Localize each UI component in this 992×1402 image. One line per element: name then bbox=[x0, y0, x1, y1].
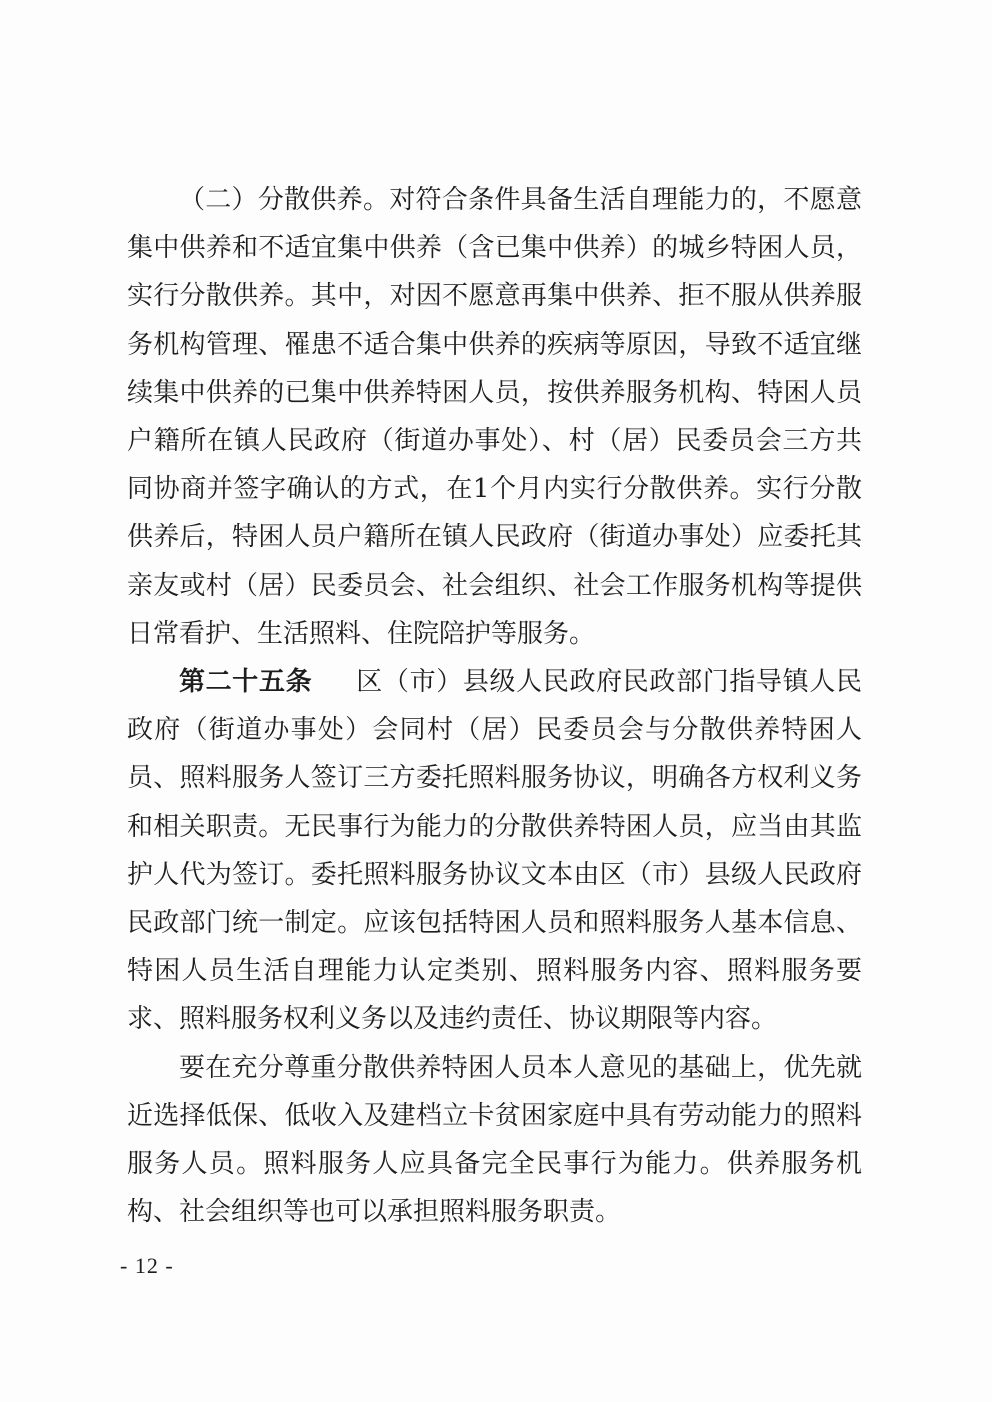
article-number: 第二十五条 bbox=[179, 667, 313, 698]
paragraph-dispersed-support bbox=[127, 176, 862, 658]
paragraph-caregiver-selection bbox=[127, 1044, 862, 1237]
paragraph-text: （二）分散供养。对符合条件具备生活自理能力的，不愿意集中供养和不适宜集中供养（含已集中供养）的城乡特困人员，实行分散供养。其中，对因不愿意再集中供养、拒不服从供养服务机构管理、罹患不适合集中供养的疾病等原因，导致不适宜继续集中供养的已集中供养特困人员，按供养服务机构、特困人员户籍所在镇人民政府（街道办事处）、村（居）民委员会三方共同协商并签字确认的方式，在1个月内实行分散供养。实行分散供养后，特困人员户籍所在镇人民政府（街道办事处）应委托其亲友或村（居）民委员会、社会组织、社会工作服务机构等提供日常看护、生活照料、住院陪护等服务。 bbox=[127, 185, 862, 649]
paragraph-text: 要在充分尊重分散供养特困人员本人意见的基础上，优先就近选择低保、低收入及建档立卡贫困家庭中具有劳动能力的照料服务人员。照料服务人应具备完全民事行为能力。供养服务机构、社会组织等也可以承担照料服务职责。 bbox=[127, 1052, 862, 1228]
page-number: - 12 - bbox=[120, 1253, 174, 1278]
document-body bbox=[127, 176, 862, 1236]
paragraph-article-25 bbox=[127, 658, 862, 1044]
paragraph-text: 区（市）县级人民政府民政部门指导镇人民政府（街道办事处）会同村（居）民委员会与分散供养特困人员、照料服务人签订三方委托照料服务协议，明确各方权利义务和相关职责。无民事行为能力的分散供养特困人员，应当由其监护人代为签订。委托照料服务协议文本由区（市）县级人民政府民政部门统一制定。应该包括特困人员和照料服务人基本信息、特困人员生活自理能力认定类别、照料服务内容、照料服务要求、照料服务权利义务以及违约责任、协议期限等内容。 bbox=[127, 667, 862, 1035]
